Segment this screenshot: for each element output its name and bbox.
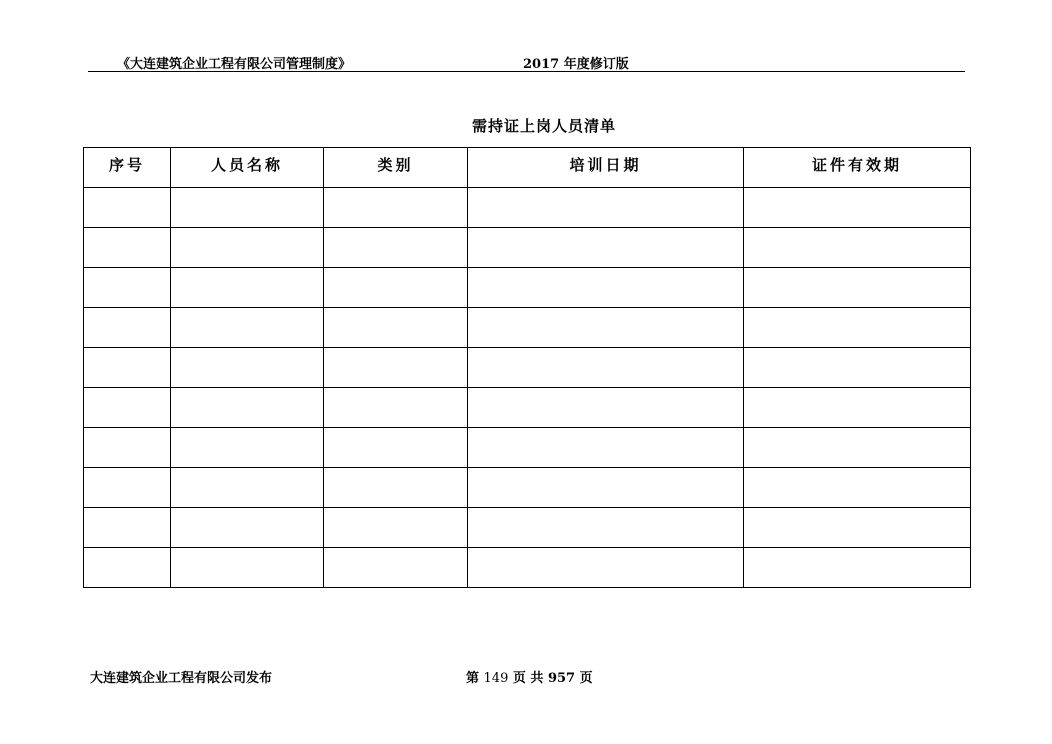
cell-training-date	[468, 468, 744, 508]
cell-index	[84, 188, 171, 228]
cell-certificate-validity	[744, 508, 971, 548]
cell-name	[171, 508, 324, 548]
table-row	[84, 508, 971, 548]
cell-training-date	[468, 228, 744, 268]
cell-category	[324, 268, 468, 308]
cell-index	[84, 388, 171, 428]
table-row	[84, 308, 971, 348]
cell-certificate-validity	[744, 228, 971, 268]
cell-training-date	[468, 428, 744, 468]
cell-name	[171, 188, 324, 228]
column-header-training-date: 培训日期	[468, 148, 744, 188]
cell-name	[171, 468, 324, 508]
cell-index	[84, 348, 171, 388]
header-manual-title: 《大连建筑企业工程有限公司管理制度》	[117, 57, 352, 72]
column-header-index: 序号	[84, 148, 171, 188]
cell-certificate-validity	[744, 348, 971, 388]
footer-publisher: 大连建筑企业工程有限公司发布	[90, 671, 273, 686]
cell-training-date	[468, 508, 744, 548]
cell-index	[84, 228, 171, 268]
cell-index	[84, 548, 171, 588]
certified-personnel-table	[83, 147, 971, 588]
cell-category	[324, 428, 468, 468]
cell-name	[171, 308, 324, 348]
cell-category	[324, 188, 468, 228]
table-row	[84, 348, 971, 388]
cell-name	[171, 348, 324, 388]
total-pages: 957	[547, 671, 576, 686]
cell-training-date	[468, 268, 744, 308]
column-header-certificate-validity: 证件有效期	[744, 148, 971, 188]
cell-certificate-validity	[744, 548, 971, 588]
cell-training-date	[468, 388, 744, 428]
cell-category	[324, 468, 468, 508]
footer-page-number	[466, 667, 593, 686]
cell-index	[84, 468, 171, 508]
table-row	[84, 268, 971, 308]
table-row	[84, 228, 971, 268]
current-page: 149	[483, 671, 509, 686]
cell-category	[324, 388, 468, 428]
cell-category	[324, 508, 468, 548]
cell-category	[324, 228, 468, 268]
cell-training-date	[468, 548, 744, 588]
cell-training-date	[468, 188, 744, 228]
cell-category	[324, 348, 468, 388]
table-row	[84, 468, 971, 508]
cell-name	[171, 388, 324, 428]
cell-name	[171, 268, 324, 308]
table-row	[84, 388, 971, 428]
table-row	[84, 428, 971, 468]
cell-training-date	[468, 348, 744, 388]
table-header-row	[84, 148, 971, 188]
cell-certificate-validity	[744, 308, 971, 348]
cell-training-date	[468, 308, 744, 348]
table-body	[84, 188, 971, 588]
table-row	[84, 188, 971, 228]
cell-name	[171, 228, 324, 268]
cell-name	[171, 428, 324, 468]
cell-index	[84, 508, 171, 548]
table-row	[84, 548, 971, 588]
cell-certificate-validity	[744, 428, 971, 468]
column-header-name: 人员名称	[171, 148, 324, 188]
column-header-category: 类别	[324, 148, 468, 188]
cell-certificate-validity	[744, 468, 971, 508]
cell-category	[324, 308, 468, 348]
cell-index	[84, 308, 171, 348]
cell-certificate-validity	[744, 388, 971, 428]
header-edition: 2017 年度修订版	[523, 57, 629, 72]
cell-name	[171, 548, 324, 588]
cell-certificate-validity	[744, 268, 971, 308]
page-suffix: 页	[575, 671, 593, 686]
cell-category	[324, 548, 468, 588]
cell-index	[84, 428, 171, 468]
page-middle: 页 共	[508, 671, 548, 686]
cell-index	[84, 268, 171, 308]
cell-certificate-validity	[744, 188, 971, 228]
page-prefix: 第	[466, 671, 484, 686]
document-title: 需持证上岗人员清单	[471, 117, 616, 135]
header-divider	[88, 71, 965, 72]
